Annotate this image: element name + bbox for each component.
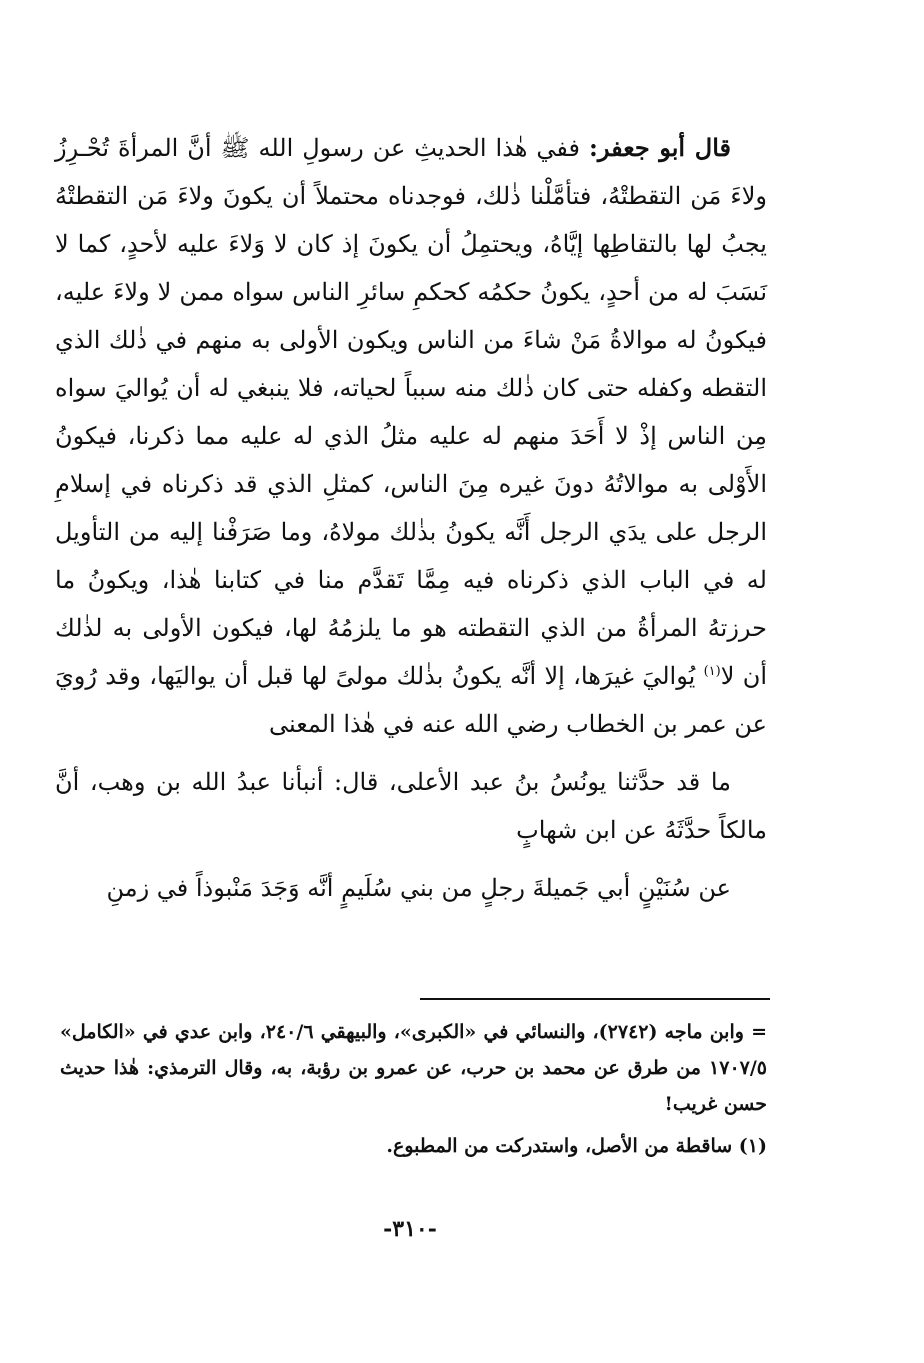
paragraph-1-text: ففي هٰذا الحديثِ عن رسولِ الله ﷺ أنَّ المرأةَ تُحْـرِزُ ولاءَ مَن التقطتْهُ، فتأمَّلْنا ذٰلك، فوجدناه محتملاً أن يكونَ ولاءَ مَن التقطتْهُ يجبُ لها بالتقاطِها إيَّاهُ، ويحتمِلُ أن يكونَ إذ كان لا وَلاءَ عليه لأحدٍ، كما لا نَسَبَ له من أحدٍ، يكونُ حكمُه كحكمِ سائرِ الناس سواه ممن لا ولاءَ عليه، فيكونُ له موالاةُ مَنْ شاءَ من الناس ويكون الأولى به منهم في ذٰلك الذي التقطه وكفله حتى كان ذٰلك منه سبباً لحياته، فلا ينبغي له أن يُواليَ سواه مِن الناس إذْ لا أَحَدَ منهم له عليه مثلُ الذي له عليه مما ذكرنا، فيكونُ الأَوْلى به موالاتُهُ دونَ غيره مِنَ الناس، كمثلِ الذي قد ذكرناه في إسلامِ الرجل على يدَي الرجل أَنَّه يكونُ بذٰلك مولاهُ، وما صَرَفْنا إليه من التأويل له في الباب الذي ذكرناه فيه مِمَّا تَقدَّم منا في كتابنا هٰذا، ويكونُ ما حرزتهُ المرأةُ من الذي التقطته هو ما يلزمُهُ لها، فيكون الأولى به لذٰلك أن لا — [55, 134, 768, 690]
footnote-divider — [420, 998, 770, 1000]
footnote-1: (١) ساقطة من الأصل، واستدركت من المطبوع. — [386, 1135, 767, 1157]
speaker-lead: قال أبو جعفر: — [589, 133, 731, 162]
paragraph-2: ما قد حدَّثنا يونُسُ بنُ عبد الأعلى، قال: أنبأنا عبدُ الله بن وهب، أنَّ مالكاً حدَّثَهُ عن ابن شهابٍ — [55, 768, 767, 844]
main-text-body — [55, 124, 767, 912]
footnotes-section — [60, 1014, 767, 1164]
paragraph-1-tail: يُواليَ غيرَها، إلا أنَّه يكونُ بذٰلك مولىً لها قبل أن يواليَها، وقد رُويَ عن عمر بن الخطاب رضي الله عنه في هٰذا المعنى — [55, 662, 767, 738]
page-number: -٣١٠- — [383, 1216, 437, 1242]
footnote-marker: (١) — [703, 664, 721, 679]
footnote-continued: = وابن ماجه (٢٧٤٢)، والنسائي في «الكبرى»، والبيهقي ٢٤٠/٦، وابن عدي في «الكامل» ١٧٠٧/٥ من طرق عن محمد بن حرب، عن عمرو بن رؤبة، به، وقال الترمذي: هٰذا حديث حسن غريب! — [60, 1021, 767, 1115]
paragraph-3: عن سُنَيْنٍ أبي جَميلةَ رجلٍ من بني سُلَيمٍ أنَّه وَجَدَ مَنْبوذاً في زمنِ — [106, 874, 731, 902]
paragraph-1 — [55, 124, 767, 748]
